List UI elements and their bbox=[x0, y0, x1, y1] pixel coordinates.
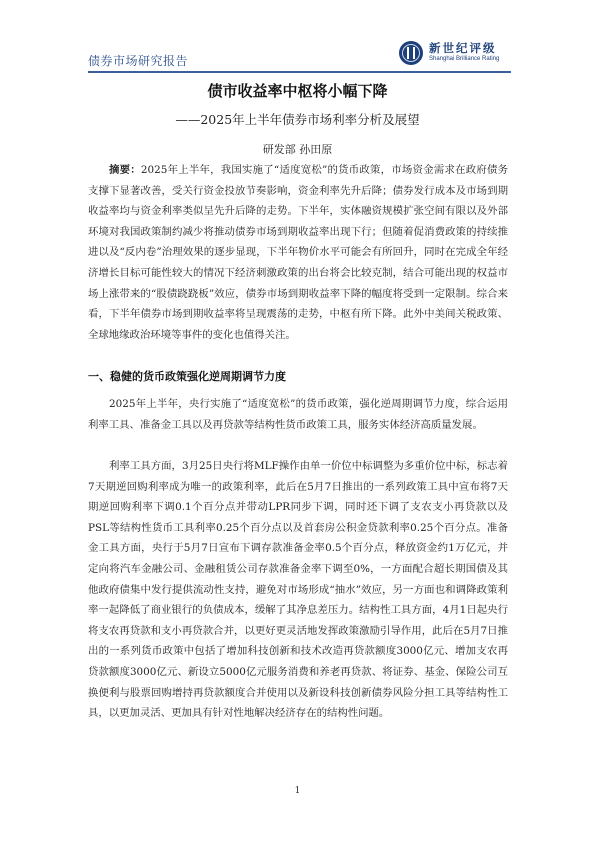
logo-emblem-icon bbox=[399, 41, 423, 65]
section-heading: 一、稳健的货币政策强化逆周期调节力度 bbox=[88, 370, 286, 383]
abstract-text: 2025年上半年，我国实施了“适度宽松”的货币政策，市场资金需求在政府债务支撑下显著改善，受关行资金投放节奏影响，资金利率先升后降；债券发行成本及市场到期收益率均与资金利率类似呈先升后降的走势。下半年，实体融资规模扩张空间有限以及外部环境对我国政策制约减少将推动债券市场到期收益率出现下行；但随着促消费政策的持续推进以及“反内卷”治理效果的逐步显现，下半年物价水平可能会有所回升，同时在完成全年经济增长目标可能性较大的情况下经济刺激政策的出台将会比较克制，结合可能出现的权益市场上涨带来的“股债跷跷板”效应，债券市场到期收益率下降的幅度将受到一定限制。综合来看，下半年债券市场到期收益率将呈现震荡的走势，中枢有所下降。此外中美间关税政策、全球地缘政治环境等事件的变化也值得关注。 bbox=[88, 164, 509, 341]
company-logo bbox=[399, 40, 519, 68]
author-line: 研发部 孙田原 bbox=[262, 143, 333, 156]
document-subtitle: ——2025年上半年债券市场利率分析及展望 bbox=[175, 112, 420, 127]
page-number: 1 bbox=[294, 786, 301, 796]
report-type-label: 债券市场研究报告 bbox=[88, 54, 189, 68]
header-divider bbox=[88, 71, 511, 73]
logo-english-name: Shanghai Brilliance Rating bbox=[429, 56, 500, 62]
body-paragraph-1: 2025年上半年，央行实施了“适度宽松”的货币政策，强化逆周期调节力度，综合运用利率工具、准备金工具以及再贷款等结构性货币政策工具，服务实体经济高质量发展。 bbox=[88, 398, 508, 431]
abstract-paragraph bbox=[88, 160, 508, 345]
logo-chinese-name: 新世纪评级 bbox=[429, 41, 497, 55]
abstract-label: 摘要： bbox=[109, 164, 141, 176]
body-paragraph-2: 利率工具方面，3月25日央行将MLF操作由单一价位中标调整为多重价位中标，标志着7天期逆回购利率成为唯一的政策利率，此后在5月7日推出的一系列政策工具中宣布将7天期逆回购利率下调0.1个百分点并带动LPR同步下调，同时还下调了支农支小再贷款以及PSL等结构性货币工具利率0.25个百分点以及首套房公积金贷款利率0.25个百分点。准备金工具方面，央行于5月7日宣布下调存款准备金率0.5个百分点，释放资金约1万亿元，并定向将汽车金融公司、金融租赁公司存款准备金率下调至0%，一方面配合超长期国债及其他政府债集中发行提供流动性支持，避免对市场形成“抽水”效应，另一方面也和调降政策利率一起降低了商业银行的负债成本，缓解了其净息差压力。结构性工具方面，4月1日起央行将支农再贷款和支小再贷款合并，以更好更灵活地发挥政策激励引导作用，此后在5月7日推出的一系列货币政策中包括了增加科技创新和技术改造再贷款额度3000亿元、增加支农再贷款额度3000亿元、新设立5000亿元服务消费和养老再贷款、将证券、基金、保险公司互换便利与股票回购增持再贷款额度合并使用以及新设科技创新债券风险分担工具等结构性工具，以更加灵活、更加具有针对性地解决经济存在的结构性问题。 bbox=[88, 460, 508, 720]
document-title: 债市收益率中枢将小幅下降 bbox=[207, 82, 388, 100]
